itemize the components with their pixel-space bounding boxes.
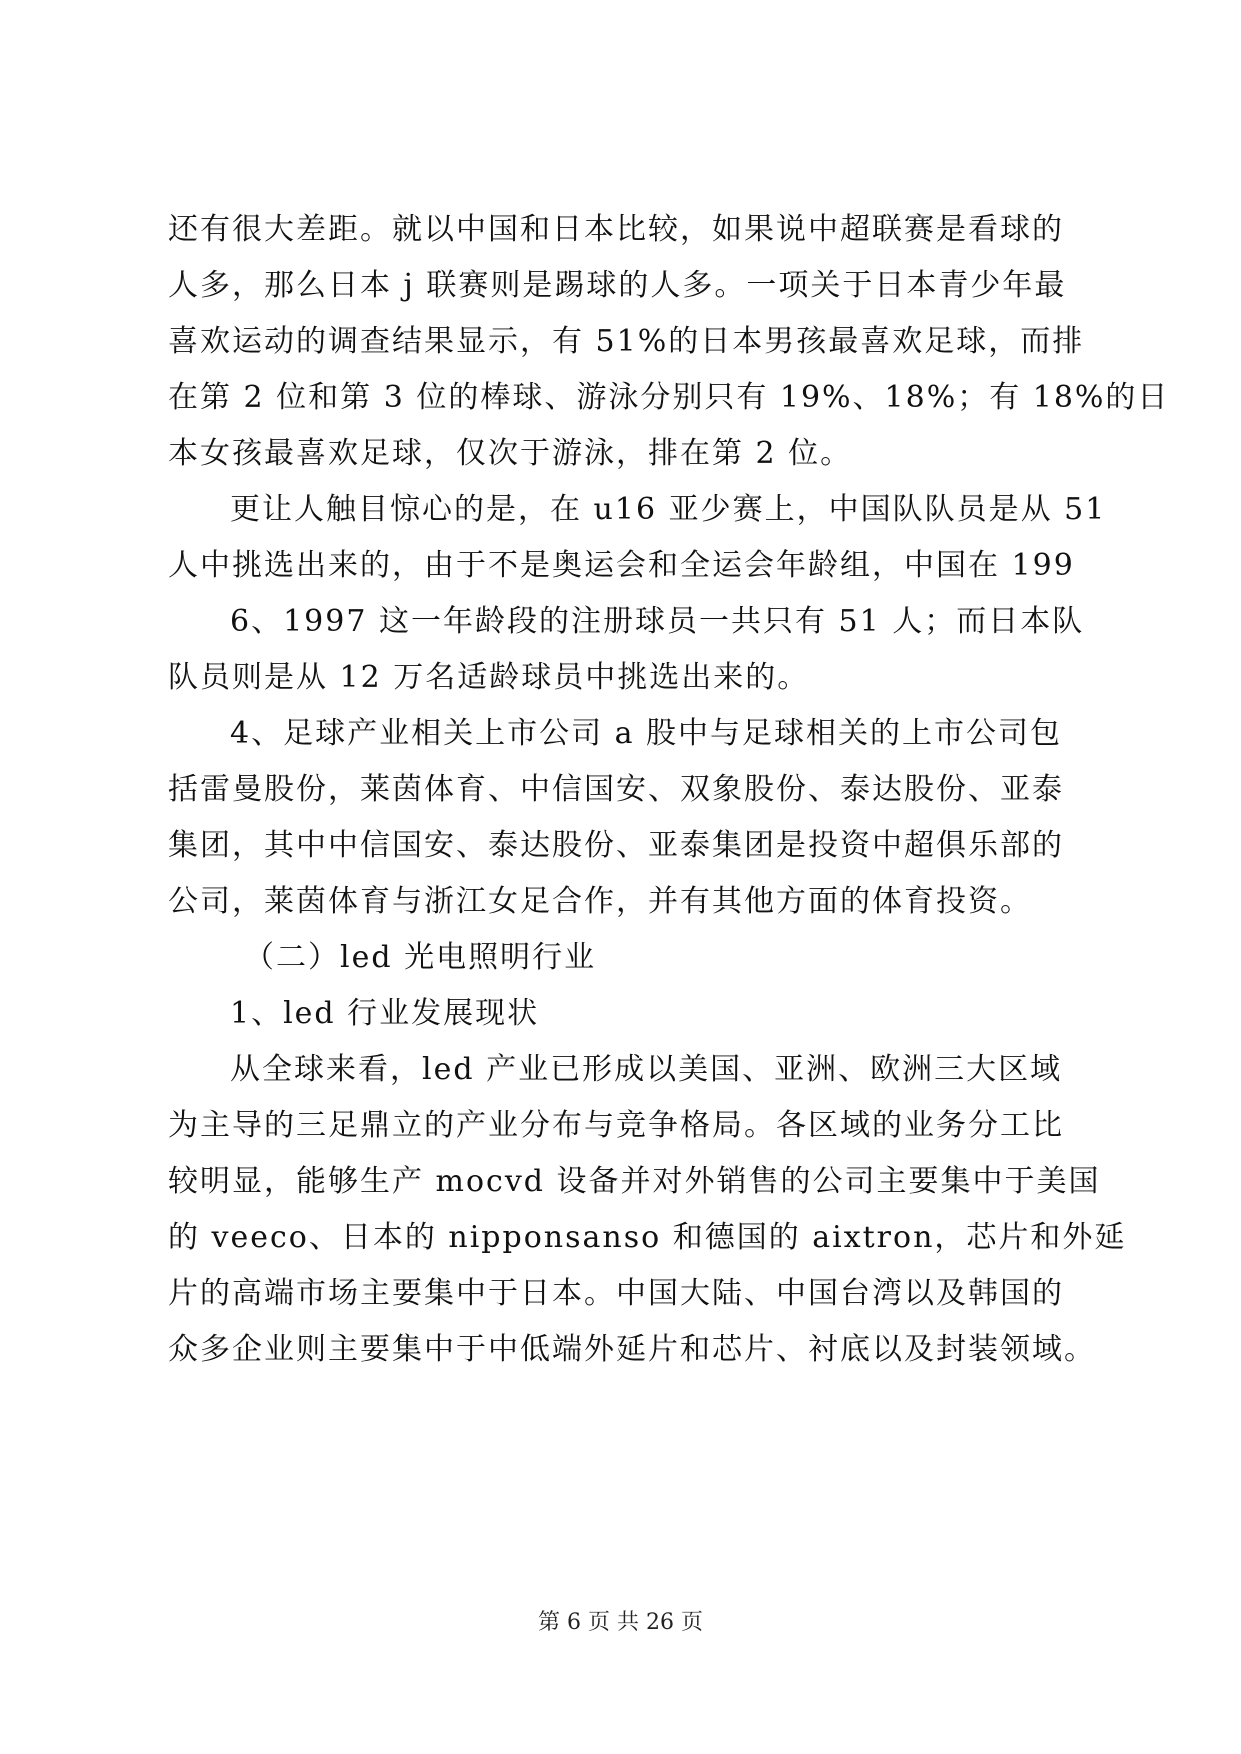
text-line-12: 集团，其中中信国安、泰达股份、亚泰集团是投资中超俱乐部的 [168, 828, 1064, 863]
text-line-21: 众多企业则主要集中于中低端外延片和芯片、衬底以及封装领域。 [168, 1332, 1096, 1367]
text-line-9: 队员则是从 12 万名适龄球员中挑选出来的。 [168, 660, 810, 695]
text-line-19: 的 veeco、日本的 nipponsanso 和德国的 aixtron，芯片和外延 [168, 1220, 1127, 1255]
text-line-4: 在第 2 位和第 3 位的棒球、游泳分别只有 19%、18%；有 18%的日 [168, 380, 1170, 415]
text-line-3: 喜欢运动的调查结果显示，有 51%的日本男孩最喜欢足球，而排 [168, 324, 1085, 359]
text-line-2: 人多，那么日本 j 联赛则是踢球的人多。一项关于日本青少年最 [168, 268, 1067, 303]
text-line-7: 人中挑选出来的，由于不是奥运会和全运会年龄组，中国在 199 [168, 548, 1075, 583]
text-line-1: 还有很大差距。就以中国和日本比较，如果说中超联赛是看球的 [168, 212, 1064, 247]
subsection-heading: 1、led 行业发展现状 [230, 996, 540, 1031]
text-line-10: 4、足球产业相关上市公司 a 股中与足球相关的上市公司包 [230, 716, 1063, 751]
text-line-6: 更让人触目惊心的是，在 u16 亚少赛上，中国队队员是从 51 [230, 492, 1107, 527]
page-number: 第 6 页 共 26 页 [538, 1610, 703, 1635]
text-line-5: 本女孩最喜欢足球，仅次于游泳，排在第 2 位。 [168, 436, 853, 471]
text-line-20: 片的高端市场主要集中于日本。中国大陆、中国台湾以及韩国的 [168, 1276, 1064, 1311]
text-line-11: 括雷曼股份，莱茵体育、中信国安、双象股份、泰达股份、亚泰 [168, 772, 1064, 807]
text-line-13: 公司，莱茵体育与浙江女足合作，并有其他方面的体育投资。 [168, 884, 1032, 919]
text-line-17: 为主导的三足鼎立的产业分布与竞争格局。各区域的业务分工比 [168, 1108, 1064, 1143]
section-heading: （二）led 光电照明行业 [244, 940, 597, 975]
text-line-8: 6、1997 这一年龄段的注册球员一共只有 51 人；而日本队 [230, 604, 1085, 639]
text-line-18: 较明显，能够生产 mocvd 设备并对外销售的公司主要集中于美国 [168, 1164, 1101, 1199]
text-line-16: 从全球来看，led 产业已形成以美国、亚洲、欧洲三大区域 [230, 1052, 1063, 1087]
